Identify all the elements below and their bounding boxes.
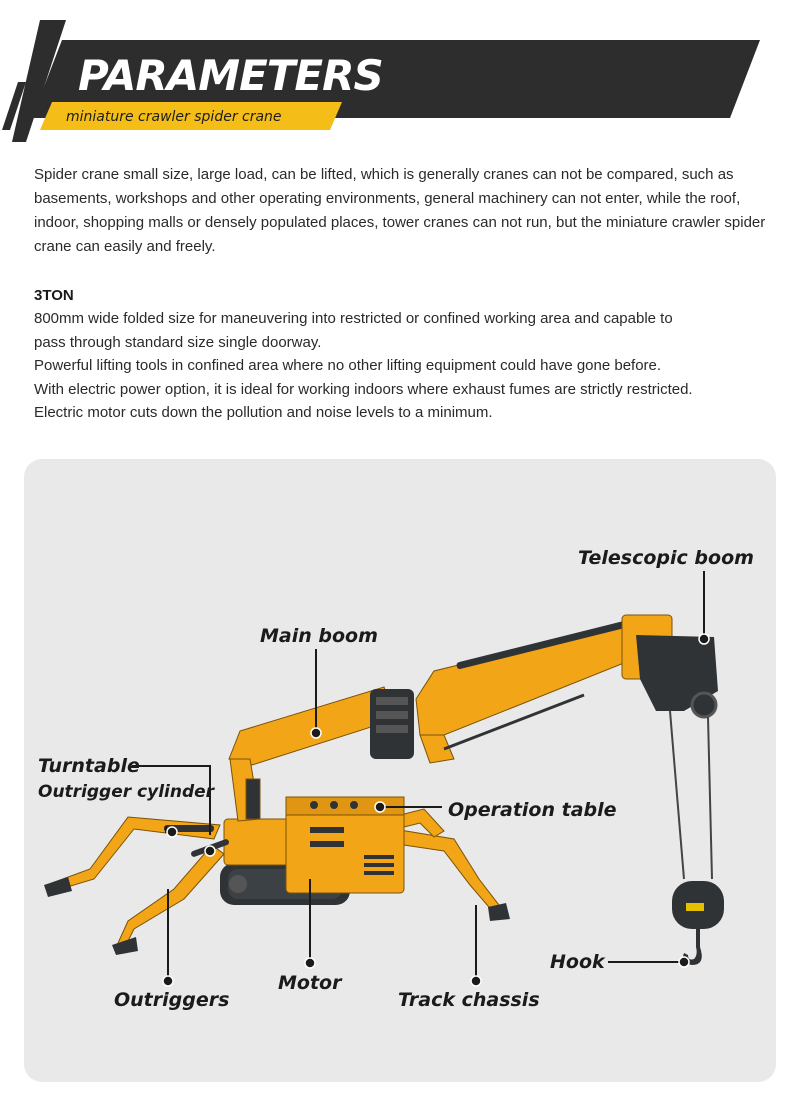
- label-telescopic-boom: Telescopic boom: [578, 547, 754, 569]
- spec-line: With electric power option, it is ideal for working indoors where exhaust fumes are strictly restricted.: [34, 380, 693, 398]
- hook-assembly: [670, 711, 712, 879]
- spec-list: [34, 307, 774, 425]
- outrigger-right-front: [390, 829, 502, 913]
- spec-line: pass through standard size single doorway.: [34, 333, 322, 351]
- boom-joint: [370, 689, 414, 759]
- label-main-boom: Main boom: [260, 625, 378, 647]
- page-subtitle: miniature crawler spider crane: [66, 109, 282, 125]
- spec-line: Powerful lifting tools in confined area where no other lifting equipment could have gone before.: [34, 357, 662, 375]
- spec-line: 800mm wide folded size for maneuvering into restricted or confined working area and capable to: [34, 310, 673, 327]
- dot-track-chassis: [471, 976, 481, 986]
- dot-main-boom: [311, 728, 321, 738]
- label-outrigger-cylinder: Outrigger cylinder: [38, 782, 215, 802]
- spec-line: Electric motor cuts down the pollution and noise levels to a minimum.: [34, 404, 493, 422]
- label-operation-table: Operation table: [448, 799, 617, 821]
- outrigger-left-rear: [118, 845, 224, 949]
- dot-outriggers: [163, 976, 173, 986]
- intro-paragraph: Spider crane small size, large load, can be lifted, which is generally cranes can not be compared, such as basements, workshops and other operating environments, general machinery can not enter, while the roof, indoor, shopping malls or densely populated places, tower cranes can not run, but the miniature crawler spider crane can easily and freely.: [34, 166, 766, 255]
- spec-heading: 3TON: [34, 287, 74, 304]
- label-turntable: Turntable: [38, 755, 140, 777]
- dot-motor: [305, 958, 315, 968]
- label-outriggers: Outriggers: [114, 989, 230, 1011]
- page-title: PARAMETERS: [78, 51, 383, 100]
- label-hook: Hook: [550, 951, 605, 973]
- header-banner: [0, 0, 800, 150]
- dot-telescopic-boom: [699, 634, 709, 644]
- hook-block: [672, 881, 724, 965]
- dot-hook: [679, 957, 689, 967]
- label-track-chassis: Track chassis: [398, 989, 540, 1011]
- label-motor: Motor: [278, 972, 342, 994]
- dot-outrigger-cylinder: [167, 827, 177, 837]
- dot-turntable: [205, 846, 215, 856]
- crane-diagram-panel: [24, 459, 776, 1082]
- dot-operation-table: [375, 802, 385, 812]
